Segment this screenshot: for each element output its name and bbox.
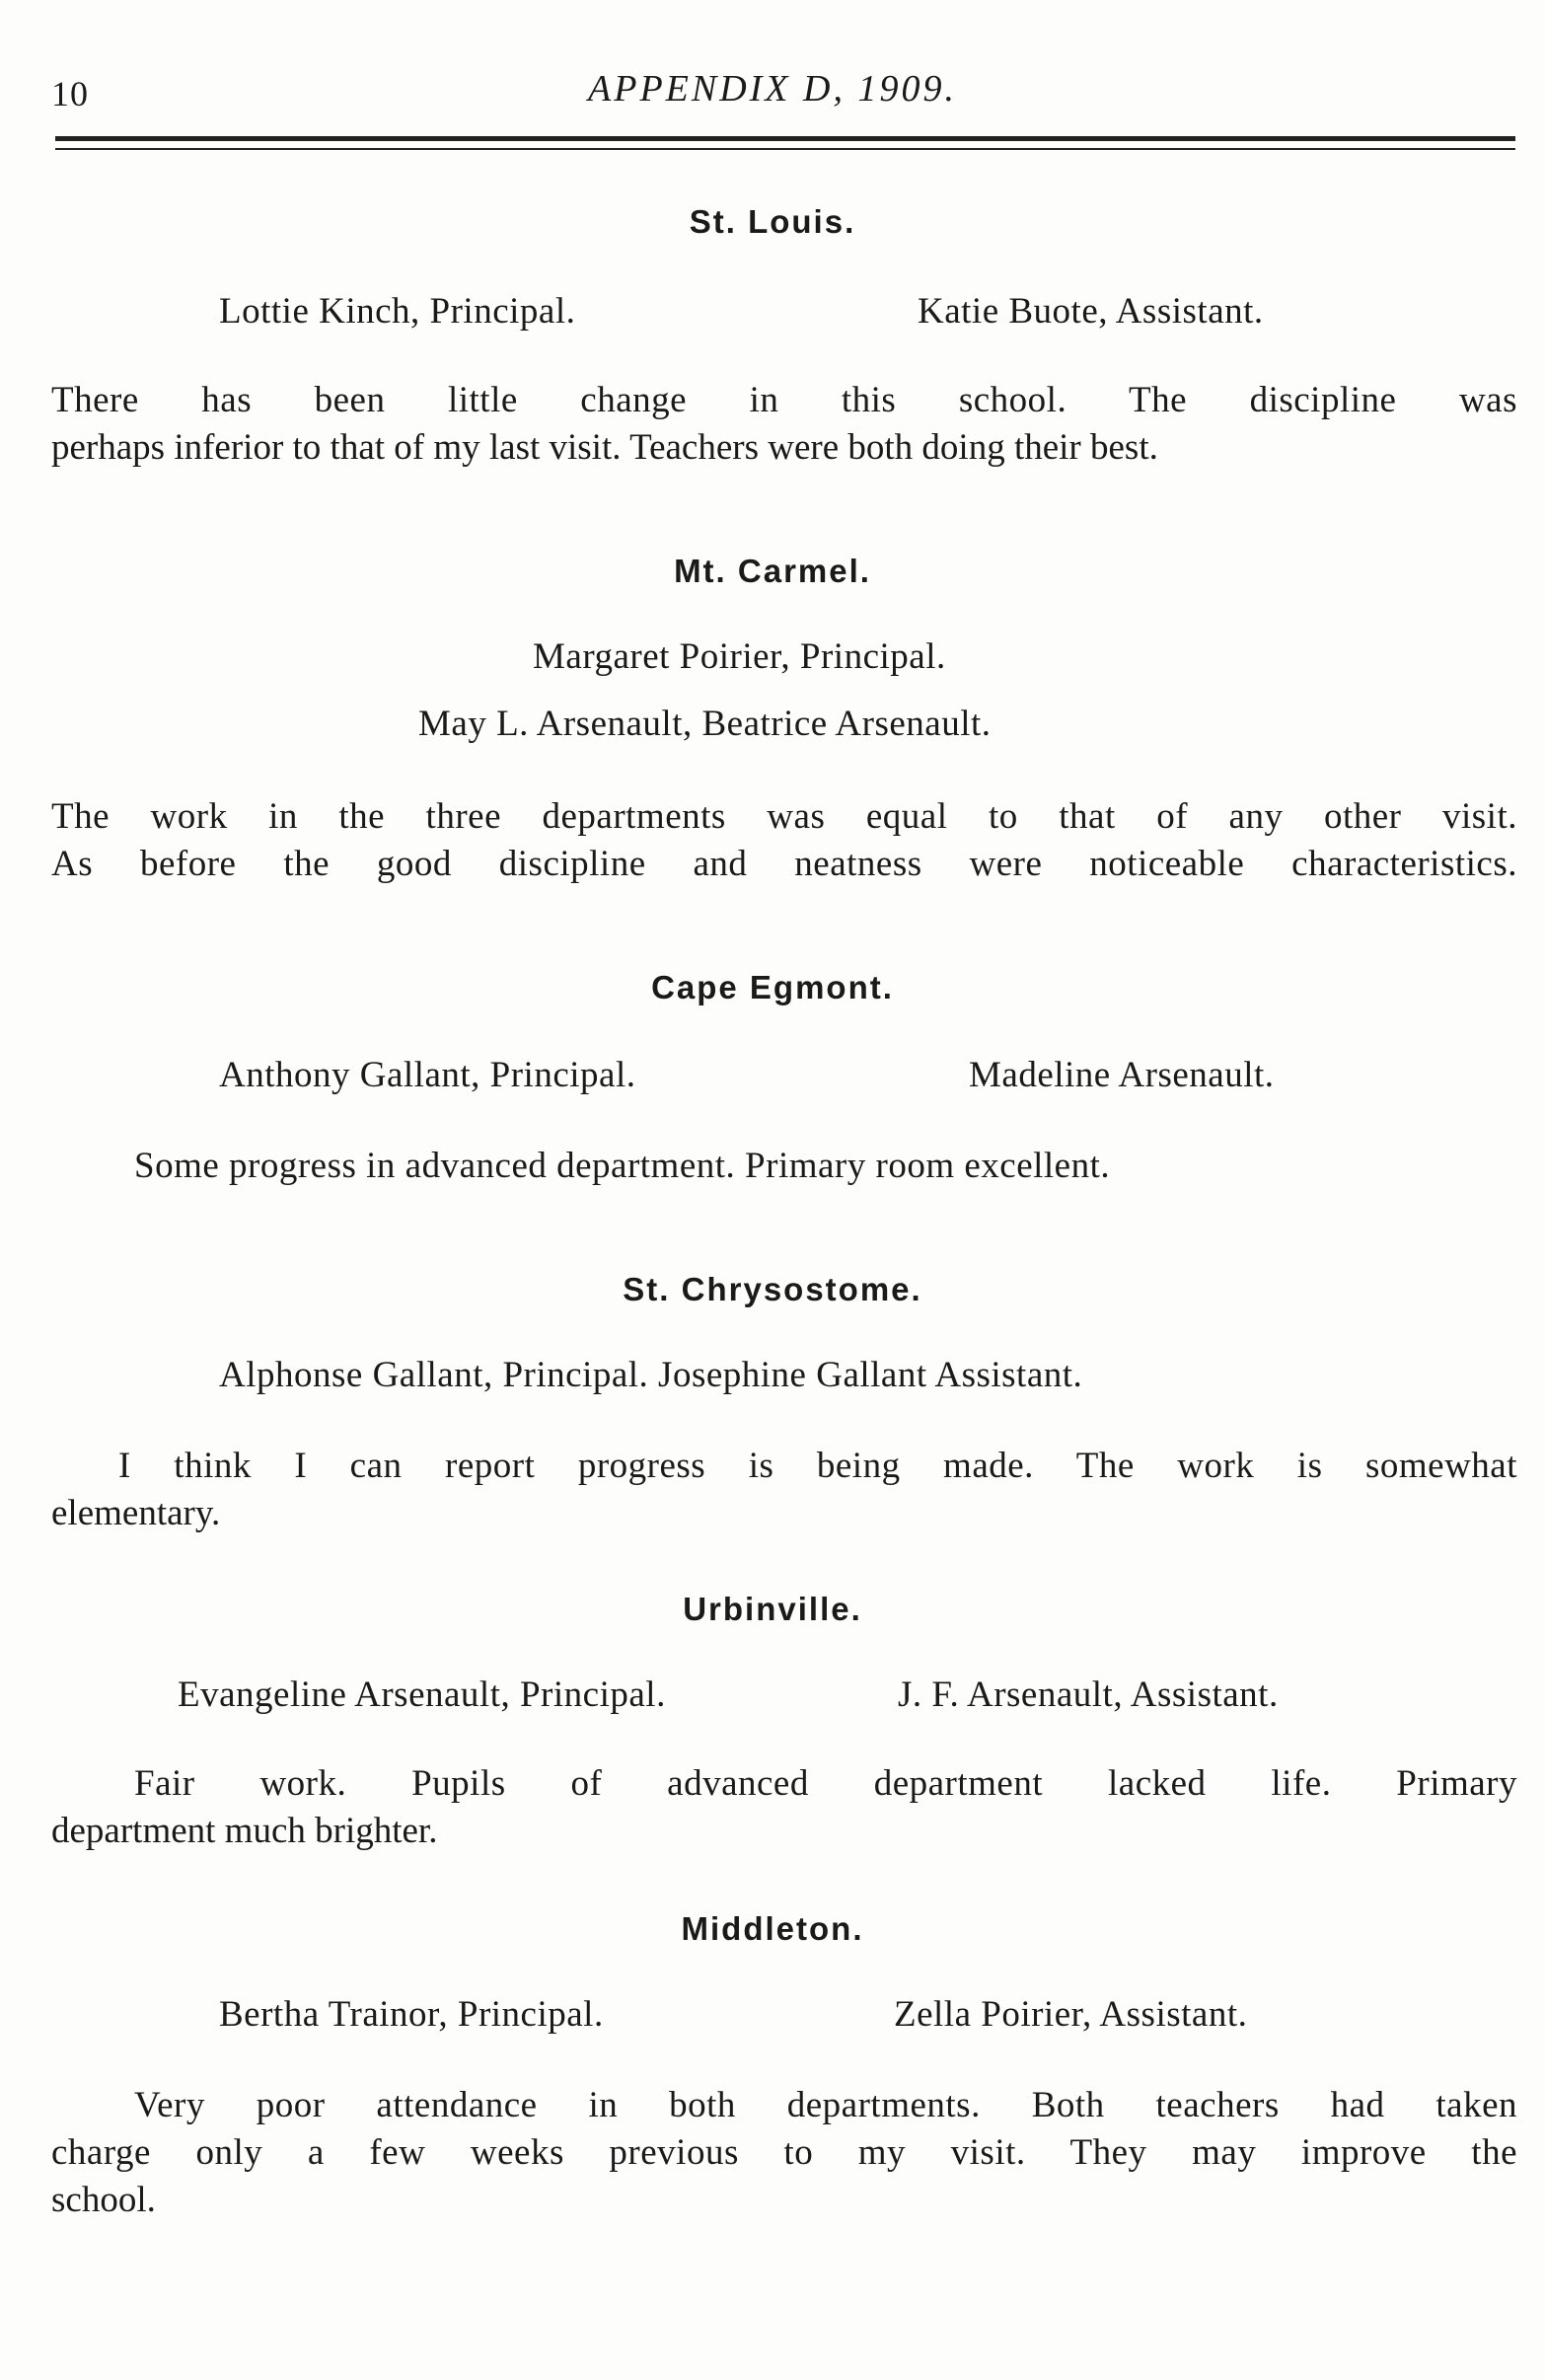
running-title: APPENDIX D, 1909. [588,68,957,110]
principal-line: Anthony Gallant, Principal. [219,1055,636,1095]
report-line: Very poor attendance in both departments. Both teachers had taken [134,2085,1517,2125]
report-line: There has been little change in this school. The discipline was [51,380,1517,420]
principal-line: Margaret Poirier, Principal. [533,636,946,677]
report-line: I think I can report progress is being made. The work is somewhat [118,1446,1517,1486]
school-heading: St. Chrysostome. [623,1271,922,1307]
assistant-line: Katie Buote, Assistant. [918,291,1264,332]
school-heading: St. Louis. [689,203,856,240]
school-heading: Mt. Carmel. [674,553,871,589]
report-line: school. [51,2180,156,2220]
assistant-line: J. F. Arsenault, Assistant. [898,1674,1279,1715]
assistant-line: Zella Poirier, Assistant. [894,1994,1248,2035]
staff-line: Alphonse Gallant, Principal. Josephine Gallant Assistant. [219,1355,1083,1395]
report-line: elementary. [51,1493,221,1533]
report-line: Fair work. Pupils of advanced department lacked life. Primary [134,1763,1517,1804]
report-line: As before the good discipline and neatness were noticeable characteristics. [51,844,1517,884]
header-rule-thin [55,148,1515,150]
assistant-line: Madeline Arsenault. [969,1055,1275,1095]
school-heading: Middleton. [681,1910,864,1947]
report-line: department much brighter. [51,1811,438,1851]
header-rule-thick [55,136,1515,141]
page-number: 10 [51,74,89,113]
principal-line: Evangeline Arsenault, Principal. [178,1674,666,1715]
principal-line: Lottie Kinch, Principal. [219,291,576,332]
report-line: charge only a few weeks previous to my visit. They may improve the [51,2132,1517,2173]
report-line: perhaps inferior to that of my last visit. Teachers were both doing their best. [51,427,1158,468]
report-line: Some progress in advanced department. Primary room excellent. [134,1146,1111,1186]
principal-line: Bertha Trainor, Principal. [219,1994,604,2035]
report-line: The work in the three departments was equal to that of any other visit. [51,796,1517,837]
school-heading: Urbinville. [683,1591,862,1627]
assistants-line: May L. Arsenault, Beatrice Arsenault. [418,704,992,744]
school-heading: Cape Egmont. [651,969,894,1005]
